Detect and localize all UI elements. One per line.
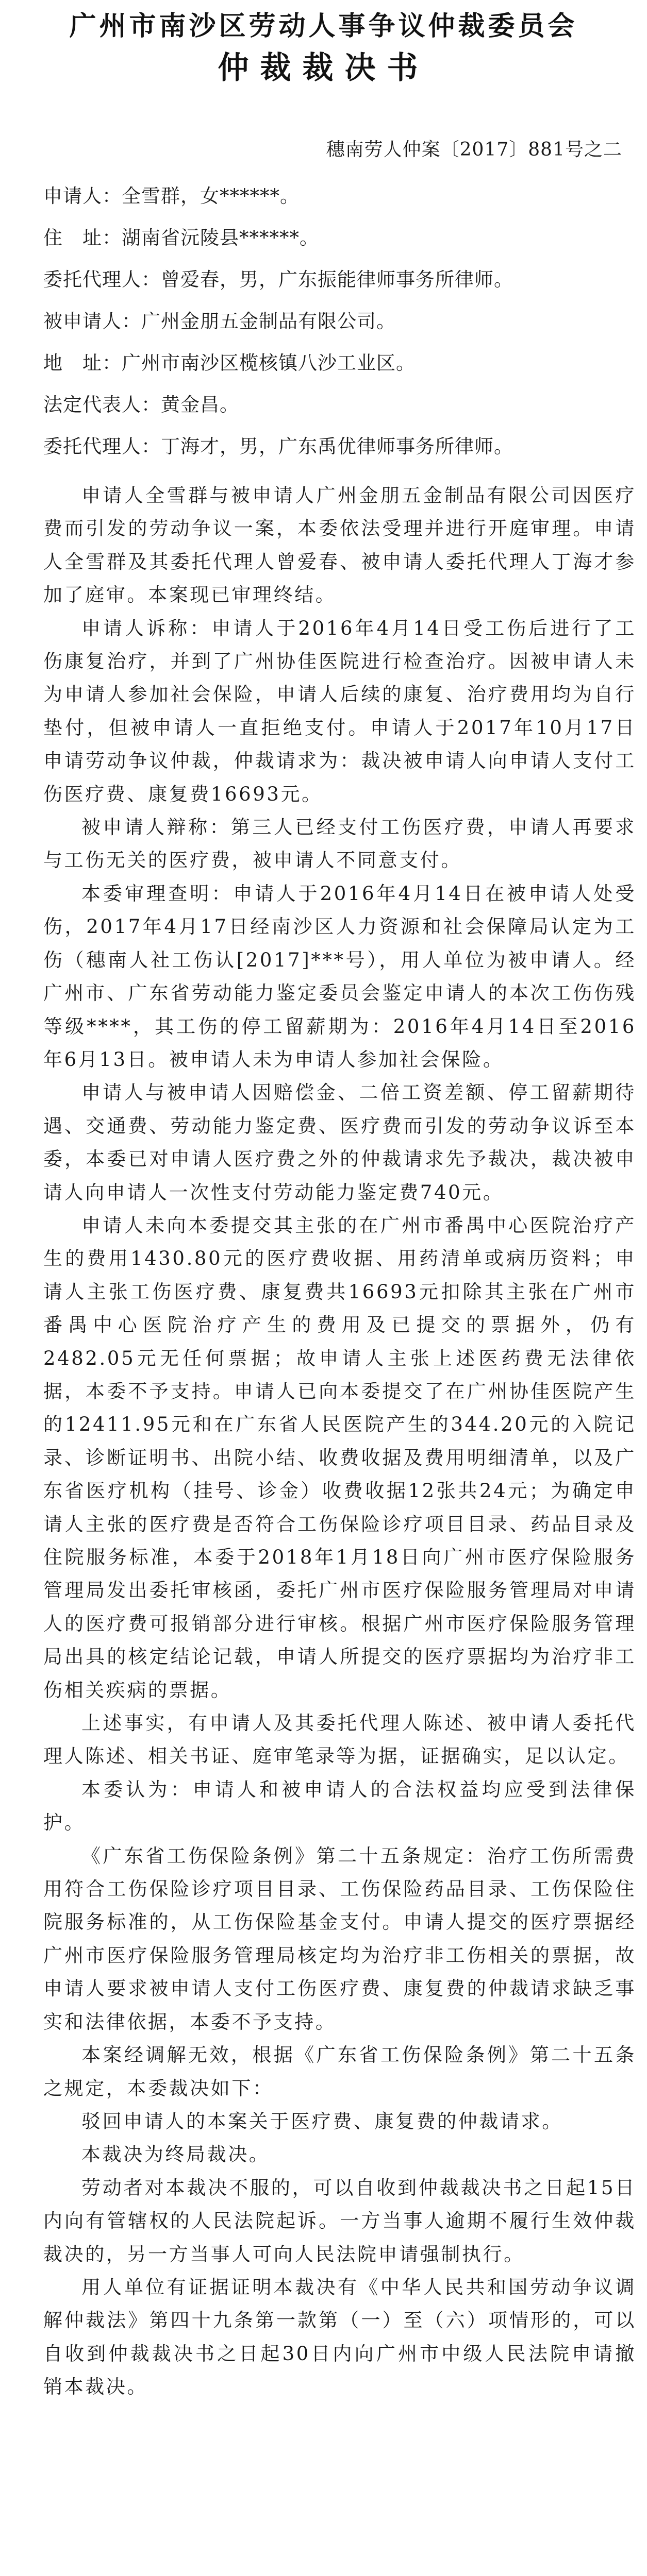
paragraph-employer-revocation: 用人单位有证据证明本裁决有《中华人民共和国劳动争议调解仲裁法》第四十九条第一款第（一）至（六）项情形的，可以自收到仲裁裁决书之日起30日内向广州市中级人民法院申请撤销本裁决。 xyxy=(43,2276,636,2398)
case-number: 穗南劳人仲案〔2017〕881号之二 xyxy=(326,139,622,160)
paragraph-legal-basis: 《广东省工伤保险条例》第二十五条规定：治疗工伤所需费用符合工伤保险诊疗项目目录、工伤保险药品目录、工伤保险住院服务标准的，从工伤保险基金支付。申请人提交的医疗票据经广州市医疗保险服务管理局核定均为治疗非工伤相关的票据，故申请人要求被申请人支付工伤医疗费、康复费的仲裁请求缺乏事实和法律依据，本委不予支持。 xyxy=(43,1844,636,2033)
paragraph-committee-opinion: 本委认为：申请人和被申请人的合法权益均应受到法律保护。 xyxy=(43,1778,636,1834)
paragraph-facts-found: 本委审理查明：申请人于2016年4月14日在被申请人处受伤，2017年4月17日经南沙区人力资源和社会保障局认定为工伤（穗南人社工伤认[2017]***号），用人单位为被申请人。经广州市、广东省劳动能力鉴定委员会鉴定申请人的本次工伤伤残等级****，其工伤的停工留薪期为：2016年4月14日至2016年6月13日。被申请人未为申请人参加社会保险。 xyxy=(43,882,636,1071)
document-title: 仲裁裁决书 xyxy=(218,50,429,86)
paragraph-prior-award: 申请人与被申请人因赔偿金、二倍工资差额、停工留薪期待遇、交通费、劳动能力鉴定费、医疗费而引发的劳动争议诉至本委，本委已对申请人医疗费之外的仲裁请求先予裁决，裁决被申请人向申请人一次性支付劳动能力鉴定费740元。 xyxy=(43,1081,636,1204)
paragraph-respondent-defense: 被申请人辩称：第三人已经支付工伤医疗费，申请人再要求与工伤无关的医疗费，被申请人不同意支付。 xyxy=(43,816,636,872)
respondent-address: 地 址：广州市南沙区榄核镇八沙工业区。 xyxy=(43,352,416,374)
applicant-agent: 委托代理人：曾爱春，男，广东振能律师事务所律师。 xyxy=(43,268,513,291)
paragraph-intro: 申请人全雪群与被申请人广州金朋五金制品有限公司因医疗费而引发的劳动争议一案，本委依法受理并进行开庭审理。申请人全雪群及其委托代理人曾爱春、被申请人委托代理人丁海才参加了庭审。本案现已审理终结。 xyxy=(43,484,636,606)
respondent: 被申请人：广州金朋五金制品有限公司。 xyxy=(43,310,396,332)
paragraph-ruling: 驳回申请人的本案关于医疗费、康复费的仲裁请求。 xyxy=(81,2110,563,2132)
legal-representative: 法定代表人：黄金昌。 xyxy=(43,394,239,416)
award-body xyxy=(43,479,636,2404)
paragraph-final-award: 本裁决为终局裁决。 xyxy=(81,2143,270,2166)
applicant: 申请人：全雪群，女******。 xyxy=(43,185,300,207)
paragraph-applicant-claims: 申请人诉称：申请人于2016年4月14日受工伤后进行了工伤康复治疗，并到了广州协佳医院进行检查治疗。因被申请人未为申请人参加社会保险，申请人后续的康复、治疗费用均为自行垫付，但被申请人一直拒绝支付。申请人于2017年10月17日申请劳动争议仲裁，仲裁请求为：裁决被申请人向申请人支付工伤医疗费、康复费16693元。 xyxy=(43,617,636,805)
committee-title: 广州市南沙区劳动人事争议仲裁委员会 xyxy=(69,10,578,42)
paragraph-medical-review: 申请人未向本委提交其主张的在广州市番禺中心医院治疗产生的费用1430.80元的医疗费收据、用药清单或病历资料；申请人主张工伤医疗费、康复费共16693元扣除其主张在广州市番禺中心医院治疗产生的费用及已提交的票据外，仍有2482.05元无任何票据；故申请人主张上述医药费无法律依据，本委不予支持。申请人已向本委提交了在广州协佳医院产生的12411.95元和在广东省人民医院产生的344.20元的入院记录、诊断证明书、出院小结、收费收据及费用明细清单，以及广东省医疗机构（挂号、诊金）收费收据12张共24元；为确定申请人主张的医疗费是否符合工伤保险诊疗项目目录、药品目录及住院服务标准，本委于2018年1月18日向广州市医疗保险服务管理局发出委托审核函，委托广州市医疗保险服务管理局对申请人的医疗费可报销部分进行审核。根据广州市医疗保险服务管理局出具的核定结论记载，申请人所提交的医疗票据均为治疗非工伤相关疾病的票据。 xyxy=(43,1214,636,1701)
paragraph-ruling-intro: 本案经调解无效，根据《广东省工伤保险条例》第二十五条之规定，本委裁决如下： xyxy=(43,2044,636,2099)
respondent-agent: 委托代理人：丁海才，男，广东禹优律师事务所律师。 xyxy=(43,435,513,457)
paragraph-evidence: 上述事实，有申请人及其委托代理人陈述、被申请人委托代理人陈述、相关书证、庭审笔录等为据，证据确实，足以认定。 xyxy=(43,1712,636,1768)
applicant-address: 住 址：湖南省沅陵县******。 xyxy=(43,227,319,249)
paragraph-worker-appeal: 劳动者对本裁决不服的，可以自收到仲裁裁决书之日起15日内向有管辖权的人民法院起诉。一方当事人逾期不履行生效仲裁裁决的，另一方当事人可向人民法院申请强制执行。 xyxy=(43,2176,636,2265)
